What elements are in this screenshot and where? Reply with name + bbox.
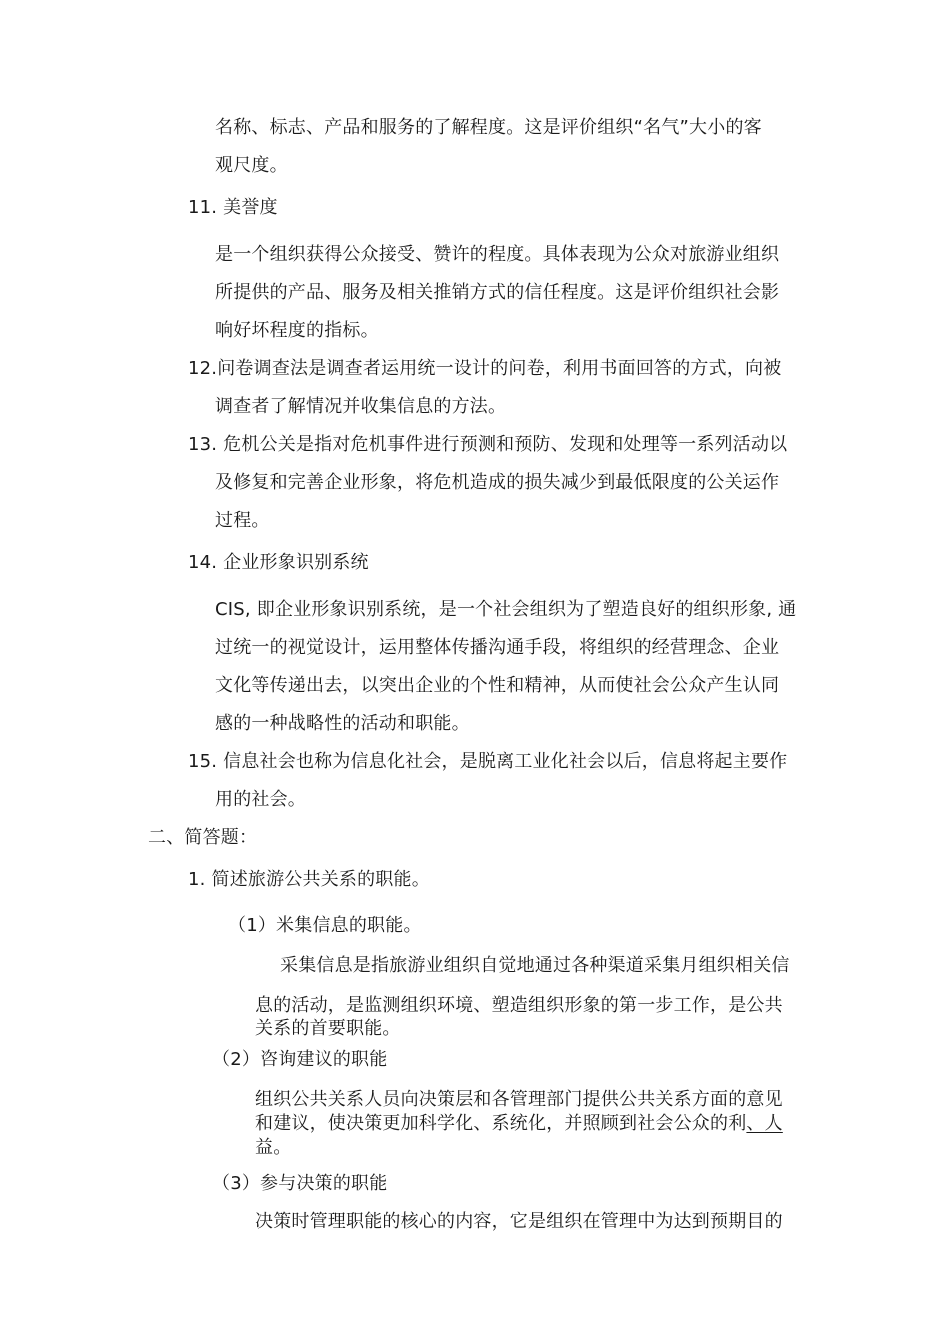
item12-line: 12.问卷调查法是调查者运用统一设计的问卷，利用书面回答的方式，向被	[188, 358, 782, 379]
point-3-title: （3）参与决策的职能	[212, 1173, 388, 1194]
item14-heading: 14. 企业形象识别系统	[188, 552, 369, 573]
item11-body-line: 是一个组织获得公众接受、赞许的程度。具体表现为公众对旅游业组织	[215, 244, 780, 265]
point-2-underlined-text: 、人	[746, 1113, 783, 1134]
item13-line: 及修复和完善企业形象，将危机造成的损失减少到最低限度的公关运作	[215, 472, 780, 493]
item13-line: 13. 危机公关是指对危机事件进行预测和预防、发现和处理等一系列活动以	[188, 434, 788, 455]
item13-line: 过程。	[215, 510, 270, 531]
section-heading: 二、简答题：	[148, 827, 258, 848]
item15-line: 15. 信息社会也称为信息化社会，是脱离工业化社会以后，信息将起主要作	[188, 751, 788, 772]
point-3-line: 决策时管理职能的核心的内容，它是组织在管理中为达到预期目的	[255, 1211, 783, 1232]
point-2-title: （2）咨询建议的职能	[212, 1049, 388, 1070]
item15-line: 用的社会。	[215, 789, 306, 810]
point-1-line: 关系的首要职能。	[255, 1018, 401, 1039]
point-2-line: 益。	[255, 1137, 292, 1158]
point-2-line	[255, 1112, 783, 1136]
point-2-line: 组织公共关系人员向决策层和各管理部门提供公共关系方面的意见	[255, 1089, 783, 1110]
item11-body-line: 响好坏程度的指标。	[215, 320, 379, 341]
item12-line: 调查者了解情况并收集信息的方法。	[215, 396, 507, 417]
question-1: 1. 简述旅游公共关系的职能。	[188, 869, 430, 890]
item14-body-line: CIS, 即企业形象识别系统，是一个社会组织为了塑造良好的组织形象, 通	[215, 599, 797, 620]
point-2-line-text: 和建议，使决策更加科学化、系统化，并照顾到社会公众的利	[255, 1113, 747, 1134]
item10-continuation-line: 名称、标志、产品和服务的了解程度。这是评价组织“名气”大小的客	[215, 117, 762, 138]
item10-continuation-line: 观尺度。	[215, 155, 288, 176]
item11-heading: 11. 美誉度	[188, 197, 278, 218]
point-1-title: （1）米集信息的职能。	[228, 915, 422, 936]
point-1-line: 息的活动，是监测组织环境、塑造组织形象的第一步工作，是公共	[255, 995, 783, 1016]
item14-body-line: 过统一的视觉设计，运用整体传播沟通手段，将组织的经营理念、企业	[215, 637, 780, 658]
item11-body-line: 所提供的产品、服务及相关推销方式的信任程度。这是评价组织社会影	[215, 282, 780, 303]
item14-body-line: 文化等传递出去，以突出企业的个性和精神，从而使社会公众产生认同	[215, 675, 780, 696]
point-1-line: 采集信息是指旅游业组织自觉地通过各种渠道采集月组织相关信	[280, 955, 790, 976]
item14-body-line: 感的一种战略性的活动和职能。	[215, 713, 470, 734]
